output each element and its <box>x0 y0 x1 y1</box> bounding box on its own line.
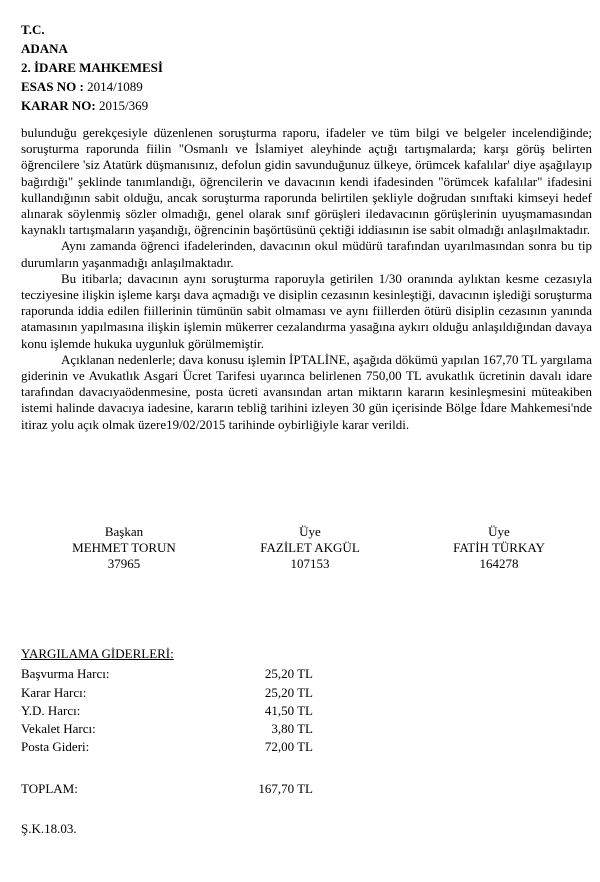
signature-president <box>44 524 204 572</box>
cost-row <box>21 720 321 738</box>
cost-row <box>21 684 321 702</box>
cost-amount: 25,20 TL <box>264 684 313 700</box>
signature-role: Üye <box>488 524 510 539</box>
cost-total-amount: 167,70 TL <box>258 780 313 796</box>
header-tc: T.C. <box>21 22 45 37</box>
header-esas: ESAS NO : 2014/1089 <box>21 79 143 94</box>
cost-amount: 41,50 TL <box>264 702 313 718</box>
document-footer-code: Ş.K.18.03. <box>21 821 77 836</box>
cost-amount: 3,80 TL <box>271 721 313 737</box>
paragraph: Aynı zamanda öğrenci ifadelerinden, davacının okul müdürü tarafından uyarılmasından sonra bu tip durumların yaşanmadığı anlaşılmaktadır. <box>21 238 592 270</box>
signature-member-1 <box>230 524 390 572</box>
paragraph: bulunduğu gerekçesiyle düzenlenen soruşturma raporu, ifadeler ve tüm bilgi ve belgeler incelendiğinde; soruşturma raporunda fiilin "Osmanlı ve İslamiyet aleyhinde açtığı tartışmalarda; karşı görüş belirten öğrencilere 'siz Atatürk düşmanısınız, defolun gidin savunduğunuz ülkeye, örümcek kafalılar' diye aşağılayıp bağırdığı" şeklinde tanımlandığı, öğrencilerin ve davacının kendi ifadesinden "örümcek kafalılar" ifadesini kullandığının sabit olduğu, ancak soruşturma raporunda belirtilen şekliyle doğrudan sınıftaki kimseyi hedef alınarak söylenmiş sözler olmadığı, genel olarak sınıf görüşleri iledavacının görüşlerinin uyuşmamasından kaynaklı tartışmaların yaşandığı, öğrencinin başörtüsünü çektiği iddiasının ise sabit olmadığı anlaşılmaktadır. <box>21 125 592 238</box>
cost-label: Posta Gideri: <box>21 739 90 755</box>
cost-amount: 25,20 TL <box>264 666 313 682</box>
cost-label: Vekalet Harcı: <box>21 721 96 737</box>
signature-name: MEHMET TORUN <box>72 540 176 555</box>
header-court: 2. İDARE MAHKEMESİ <box>21 60 163 75</box>
signature-member-2 <box>419 524 579 572</box>
signature-role: Üye <box>299 524 321 539</box>
costs-title: YARGILAMA GİDERLERİ: <box>21 646 174 661</box>
signature-name: FATİH TÜRKAY <box>453 540 545 555</box>
cost-amount: 72,00 TL <box>264 739 313 755</box>
signature-name: FAZİLET AKGÜL <box>260 540 360 555</box>
decision-body <box>21 125 592 433</box>
cost-label: Başvurma Harcı: <box>21 666 110 682</box>
signature-number: 164278 <box>479 556 519 571</box>
paragraph: Açıklanan nedenlerle; dava konusu işlemin İPTALİNE, aşağıda dökümü yapılan 167,70 TL yargılama giderinin ve Avukatlık Asgari Ücret Tarifesi uyarınca belirlenen 750,00 TL avukatlık ücretinin davalı idare tarafından davacıyaödenmesine, posta ücreti avansından artan miktarın kararın kesinleşmesini müteakiben istemi halinde davacıya iadesine, kararın tebliğ tarihini izleyen 30 gün içerisinde Bölge İdare Mahkemesi'nde itiraz yolu açık olmak üzere19/02/2015 tarihinde oybirliğiyle karar verildi. <box>21 351 592 432</box>
cost-total-row <box>21 780 321 798</box>
document-header <box>21 20 163 115</box>
cost-row <box>21 738 321 756</box>
signature-number: 107153 <box>290 556 330 571</box>
cost-label: Y.D. Harcı: <box>21 702 81 718</box>
paragraph: Bu itibarla; davacının aynı soruşturma raporuyla getirilen 1/30 oranında aylıktan kesme cezasıyla tecziyesine ilişkin işleme karşı dava açmadığı ve disiplin cezasının kesinleştiği, davacının işlediği soruşturma raporunda iddia edilen fiillerinin tümünün sabit olmaması ve aynı fiillerden ötürü disiplin cezasının yanında atamasının yapılmasına ilişkin işlemin mükerrer cezalandırma yasağına aykırı olduğu anlaşıldığından davaya konu işlemde hukuka uygunluk görülmemiştir. <box>21 270 592 351</box>
signature-role: Başkan <box>104 524 144 539</box>
costs-table <box>21 645 321 798</box>
cost-row <box>21 702 321 720</box>
header-karar: KARAR NO: 2015/369 <box>21 98 149 113</box>
cost-row <box>21 665 321 683</box>
cost-label: Karar Harcı: <box>21 684 87 700</box>
header-city: ADANA <box>21 41 68 56</box>
signature-number: 37965 <box>107 556 141 571</box>
cost-total-label: TOPLAM: <box>21 780 78 796</box>
